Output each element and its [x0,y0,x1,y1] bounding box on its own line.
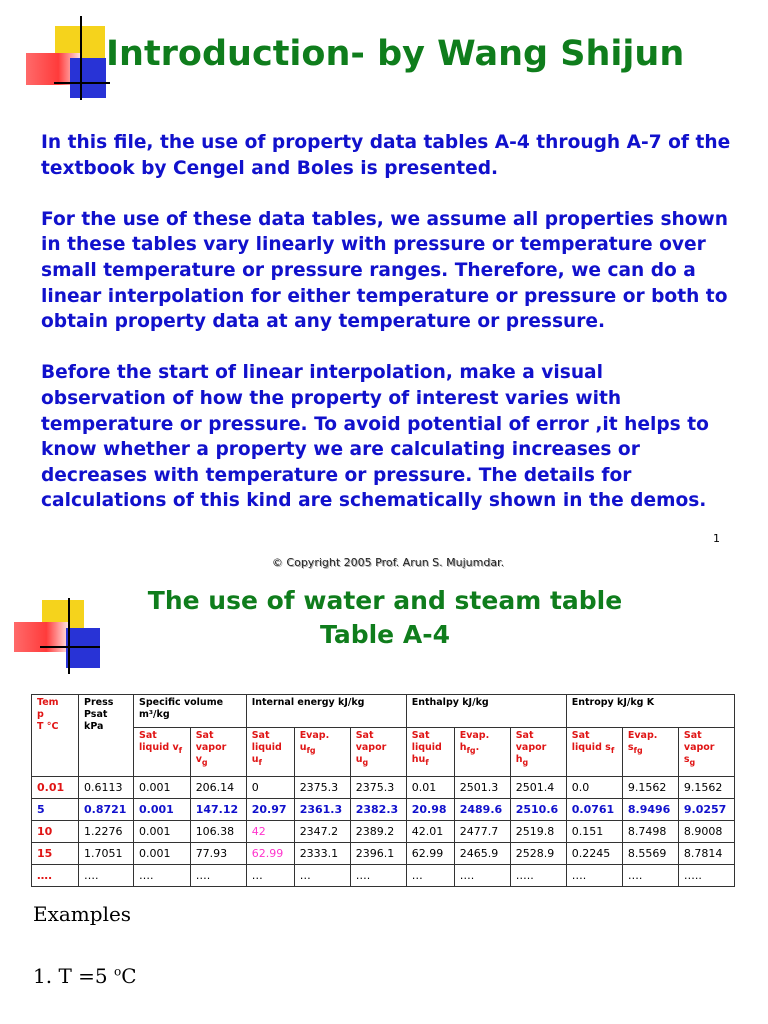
table-slide-title [90,584,680,652]
cell-vf: …. [134,865,191,887]
table-row [32,843,735,865]
cell-sf: …. [566,865,622,887]
table-row-highlighted [32,799,735,821]
cell-sf: 0.0761 [566,799,622,821]
header-enthalpy: Enthalpy kJ/kg [406,695,566,728]
cell-hfg: 2465.9 [454,843,510,865]
cell-temp: 5 [32,799,79,821]
subheader-ug: Sat vapor $u_g$ [350,728,406,777]
table-slide-title-line-1: The use of water and steam table [147,586,623,615]
example-item-1: 1. T =5 $^o$C [33,964,137,988]
cell-pressure: …. [79,865,134,887]
cell-hfg: 2489.6 [454,799,510,821]
cell-vg: …. [190,865,246,887]
intro-body [41,130,731,514]
cell-ug: 2375.3 [350,777,406,799]
cell-pressure: 1.2276 [79,821,134,843]
cell-sg: 8.7814 [678,843,734,865]
cell-sg: 9.1562 [678,777,734,799]
cell-hg: ….. [510,865,566,887]
cell-sg: 9.0257 [678,799,734,821]
cell-vg: 147.12 [190,799,246,821]
cell-hg: 2510.6 [510,799,566,821]
cell-ufg: … [294,865,350,887]
header-entropy: Entropy kJ/kg K [566,695,734,728]
table-row [32,865,735,887]
header-internal-energy: Internal energy kJ/kg [246,695,406,728]
cell-sg: ….. [678,865,734,887]
cell-hf: … [406,865,454,887]
cell-hfg: …. [454,865,510,887]
header-temp: Tem p T °C [32,695,79,777]
examples-heading: Examples [33,902,132,926]
cell-pressure: 0.8721 [79,799,134,821]
copyright-notice: © Copyright 2005 Prof. Arun S. Mujumdar. [271,556,505,569]
cell-pressure: 1.7051 [79,843,134,865]
cell-hf: 42.01 [406,821,454,843]
cell-sfg: 8.9496 [622,799,678,821]
steam-table [31,694,735,887]
cell-temp: 10 [32,821,79,843]
cell-sf: 0.0 [566,777,622,799]
cell-temp: 0.01 [32,777,79,799]
subheader-ufg: Evap. $u_{fg}$ [294,728,350,777]
subheader-vf: Sat liquid $v_f$ [134,728,191,777]
subheader-hfg: Evap. $h_{fg}$. [454,728,510,777]
cell-ufg: 2375.3 [294,777,350,799]
subheader-uf: Sat liquid $u_f$ [246,728,294,777]
subheader-sg: Sat vapor $s_g$ [678,728,734,777]
cell-vf: 0.001 [134,843,191,865]
cell-hg: 2528.9 [510,843,566,865]
cell-sfg: 8.7498 [622,821,678,843]
cell-hfg: 2477.7 [454,821,510,843]
cell-hg: 2501.4 [510,777,566,799]
cell-uf: 20.97 [246,799,294,821]
intro-paragraph-3: Before the start of linear interpolation, make a visual observation of how the property of interest varies with temperature or pressure. To avoid potential of error ,it helps to know whether a property we are calculating increases or decreases with temperature or pressure. The details for calculations of this kind are schematically shown in the demos. [41,362,709,512]
decorative-logo-top [0,0,110,105]
intro-paragraph-2: For the use of these data tables, we assume all properties shown in these tables vary linearly with pressure or temperature over small temperature or pressure ranges. Therefore, we can do a linear interpolation for either temperature or pressure or both to obtain property data at any temperature or pressure. [41,208,728,333]
table-row [32,777,735,799]
cell-temp: …. [32,865,79,887]
cell-ug: 2396.1 [350,843,406,865]
header-pressure: Press Psat kPa [79,695,134,777]
table-row [32,821,735,843]
cell-ufg: 2333.1 [294,843,350,865]
table-slide-title-line-2: Table A-4 [320,620,450,649]
cell-sf: 0.2245 [566,843,622,865]
intro-paragraph-1: In this file, the use of property data tables A-4 through A-7 of the textbook by Cengel and Boles is presented. [41,132,731,179]
cell-vg: 206.14 [190,777,246,799]
cell-hg: 2519.8 [510,821,566,843]
subheader-hf: Sat liquid $hu_f$ [406,728,454,777]
cell-temp: 15 [32,843,79,865]
cell-sfg: 9.1562 [622,777,678,799]
cell-uf: 62.99 [246,843,294,865]
subheader-sfg: Evap. $s_{fg}$ [622,728,678,777]
cell-uf: 0 [246,777,294,799]
subheader-vg: Sat vapor $v_g$ [190,728,246,777]
cell-sg: 8.9008 [678,821,734,843]
cell-uf: 42 [246,821,294,843]
page-number: 1 [713,532,720,545]
cell-vf: 0.001 [134,777,191,799]
cell-vf: 0.001 [134,799,191,821]
subheader-hg: Sat vapor $h_g$ [510,728,566,777]
cell-hf: 20.98 [406,799,454,821]
cell-hf: 0.01 [406,777,454,799]
cell-hfg: 2501.3 [454,777,510,799]
header-specific-volume: Specific volume m³/kg [134,695,247,728]
cell-sfg: …. [622,865,678,887]
subheader-sf: Sat liquid $s_f$ [566,728,622,777]
cell-sfg: 8.5569 [622,843,678,865]
cell-ug: 2382.3 [350,799,406,821]
cell-pressure: 0.6113 [79,777,134,799]
cell-sf: 0.151 [566,821,622,843]
cell-vg: 77.93 [190,843,246,865]
slide-title: Introduction- by Wang Shijun [106,34,685,74]
cell-vg: 106.38 [190,821,246,843]
cell-hf: 62.99 [406,843,454,865]
cell-uf: … [246,865,294,887]
cell-ug: 2389.2 [350,821,406,843]
cell-ufg: 2361.3 [294,799,350,821]
cell-ug: …. [350,865,406,887]
cell-ufg: 2347.2 [294,821,350,843]
decorative-logo-bottom [0,590,100,680]
cell-vf: 0.001 [134,821,191,843]
